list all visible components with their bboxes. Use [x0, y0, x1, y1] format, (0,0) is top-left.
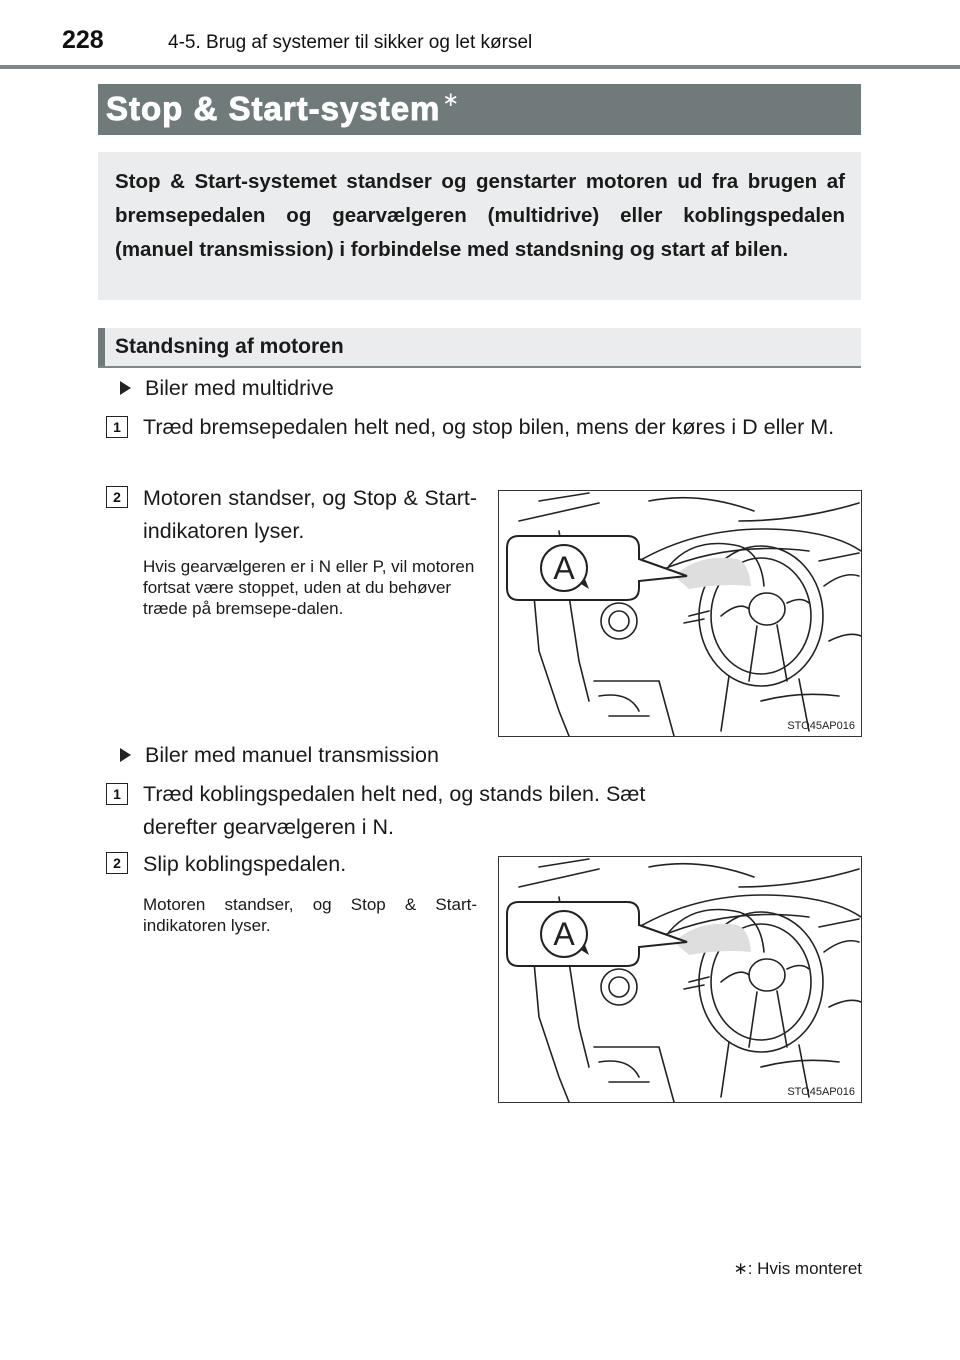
callout-letter: A: [553, 916, 575, 952]
callout-a: [507, 536, 687, 600]
triangle-bullet-icon: [120, 381, 131, 395]
dashboard-drawing: [499, 857, 861, 1102]
page-title: [106, 90, 460, 128]
asterisk-marker: ∗: [442, 89, 461, 111]
subhead-multidrive: [120, 376, 334, 401]
step-text: Motoren standser, og Stop & Start-indikatoren lyser.: [143, 486, 477, 543]
step-number-badge: 2: [106, 852, 128, 874]
footnote: [733, 1259, 862, 1279]
page-title-text: Stop & Start-system: [106, 90, 441, 127]
section-heading: [98, 328, 861, 368]
title-bar: [98, 84, 861, 135]
intro-text: Stop & Start-systemet standser og genstarter motoren ud fra brugen af bremsepedalen og gearvælgeren (multidrive) eller koblingspedalen (manuel transmission) i forbindelse med standsning og start af bilen.: [115, 170, 845, 261]
figure-code: STO45AP016: [787, 1086, 855, 1098]
step-note: Motoren standser, og Stop & Start-indikatoren lyser.: [143, 895, 477, 935]
dashboard-illustration: [498, 856, 862, 1103]
dashboard-drawing: [499, 491, 861, 736]
intro-box: [98, 152, 861, 300]
subhead-multidrive-text: Biler med multidrive: [145, 376, 334, 400]
figure-code: STO45AP016: [787, 720, 855, 732]
callout-a: [507, 902, 687, 966]
section-accent: [98, 328, 105, 366]
footnote-marker: ∗: [733, 1259, 748, 1278]
dashboard-illustration: [498, 490, 862, 737]
step-number-badge: 1: [106, 783, 128, 805]
section-heading-text: Standsning af motoren: [115, 335, 344, 358]
subhead-manual-text: Biler med manuel transmission: [145, 743, 439, 767]
footnote-text: : Hvis monteret: [747, 1259, 862, 1278]
triangle-bullet-icon: [120, 748, 131, 762]
header-rule: [0, 65, 960, 69]
subhead-manual: [120, 743, 439, 768]
step-text: Træd koblingspedalen helt ned, og stands bilen. Sæt derefter gearvælgeren i N.: [143, 782, 646, 839]
step-note: Hvis gearvælgeren er i N eller P, vil motoren fortsat være stoppet, uden at du behøver træde på bremsepe-dalen.: [143, 557, 475, 618]
step-number-badge: 2: [106, 486, 128, 508]
running-head: 4-5. Brug af systemer til sikker og let kørsel: [168, 32, 533, 53]
page-number: 228: [62, 26, 104, 54]
step-number-badge: 1: [106, 416, 128, 438]
callout-letter: A: [553, 550, 575, 586]
step-text: Slip koblingspedalen.: [143, 852, 347, 876]
step-text: Træd bremsepedalen helt ned, og stop bilen, mens der køres i D eller M.: [143, 415, 835, 439]
